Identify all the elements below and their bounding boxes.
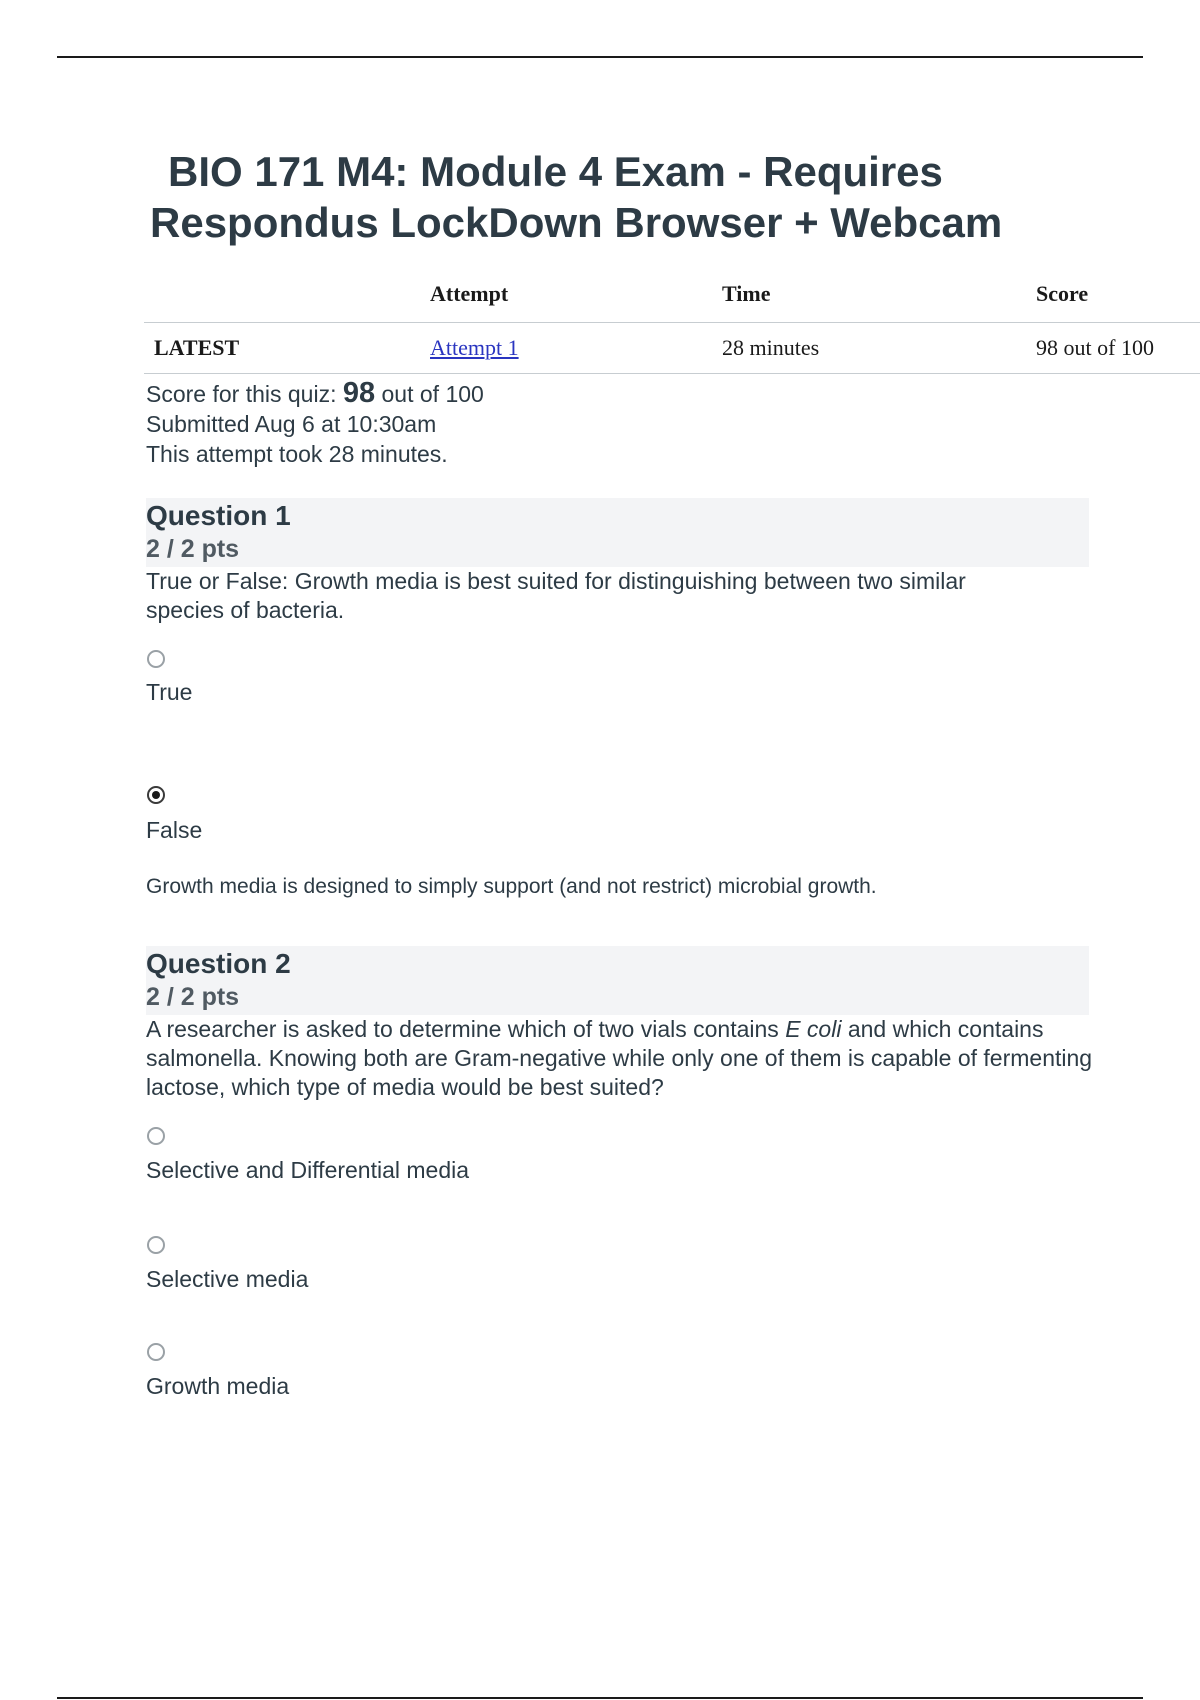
- question-1-option-true-label: True: [146, 679, 193, 705]
- question-2-header: [146, 946, 1089, 1015]
- question-2-option-3-label: Growth media: [146, 1373, 290, 1399]
- question-1-text: True or False: Growth media is best suited for distinguishing between two similar species of bacteria.: [146, 568, 966, 623]
- question-2-text-before: A researcher is asked to determine which of two vials contains: [146, 1016, 786, 1042]
- question-1-header: [146, 498, 1089, 567]
- score-cell: 98 out of 100: [1026, 323, 1200, 374]
- question-1-option-false-label: False: [146, 817, 203, 843]
- time-cell: 28 minutes: [712, 323, 1026, 374]
- score-value: 98: [342, 377, 376, 409]
- page-title-line-1: BIO 171 M4: Module 4 Exam - Requires: [168, 148, 943, 195]
- question-2-points: 2 / 2 pts: [146, 983, 240, 1011]
- question-1-option-true-radio[interactable]: [147, 650, 165, 668]
- question-2-text: [146, 1015, 1106, 1102]
- question-1-points: 2 / 2 pts: [146, 535, 240, 563]
- question-2-text-organism: E coli: [785, 1016, 842, 1042]
- question-2-option-1-radio[interactable]: [147, 1127, 165, 1145]
- attempt-history-table: [144, 266, 1200, 374]
- column-header-attempt: Attempt: [430, 281, 509, 306]
- question-2-option-1-label: Selective and Differential media: [146, 1157, 470, 1183]
- question-2-title: Question 2: [146, 948, 291, 979]
- page-title-line-2: Respondus LockDown Browser + Webcam: [150, 199, 1003, 246]
- table-row: [144, 323, 1200, 374]
- column-header-score: Score: [1036, 281, 1089, 306]
- bottom-divider: [57, 1697, 1143, 1699]
- attempt-1-link[interactable]: Attempt 1: [430, 335, 519, 360]
- submitted-line: Submitted Aug 6 at 10:30am: [146, 411, 437, 437]
- quiz-summary: [146, 378, 484, 469]
- table-header-row: [144, 266, 1200, 323]
- page-title: [150, 146, 1150, 248]
- latest-label: LATEST: [144, 323, 420, 374]
- question-2-option-2-label: Selective media: [146, 1266, 309, 1292]
- question-1-option-false-radio[interactable]: [147, 786, 165, 804]
- duration-line: This attempt took 28 minutes.: [146, 441, 448, 467]
- column-header-time: Time: [722, 281, 771, 306]
- question-2-option-2-radio[interactable]: [147, 1236, 165, 1254]
- question-1-title: Question 1: [146, 500, 291, 531]
- score-line: [146, 378, 484, 409]
- top-divider: [57, 56, 1143, 58]
- attempt-cell: [420, 323, 712, 374]
- score-prefix: Score for this quiz:: [146, 381, 343, 407]
- score-suffix: out of 100: [375, 381, 484, 407]
- question-1-feedback: Growth media is designed to simply support (and not restrict) microbial growth.: [146, 875, 877, 898]
- question-2-text-after: and which contains salmonella. Knowing both are Gram-negative while only one of them is capable of fermenting lactose, which type of media would be best suited?: [146, 1016, 1093, 1100]
- column-header-blank: [144, 266, 420, 323]
- question-2-option-3-radio[interactable]: [147, 1343, 165, 1361]
